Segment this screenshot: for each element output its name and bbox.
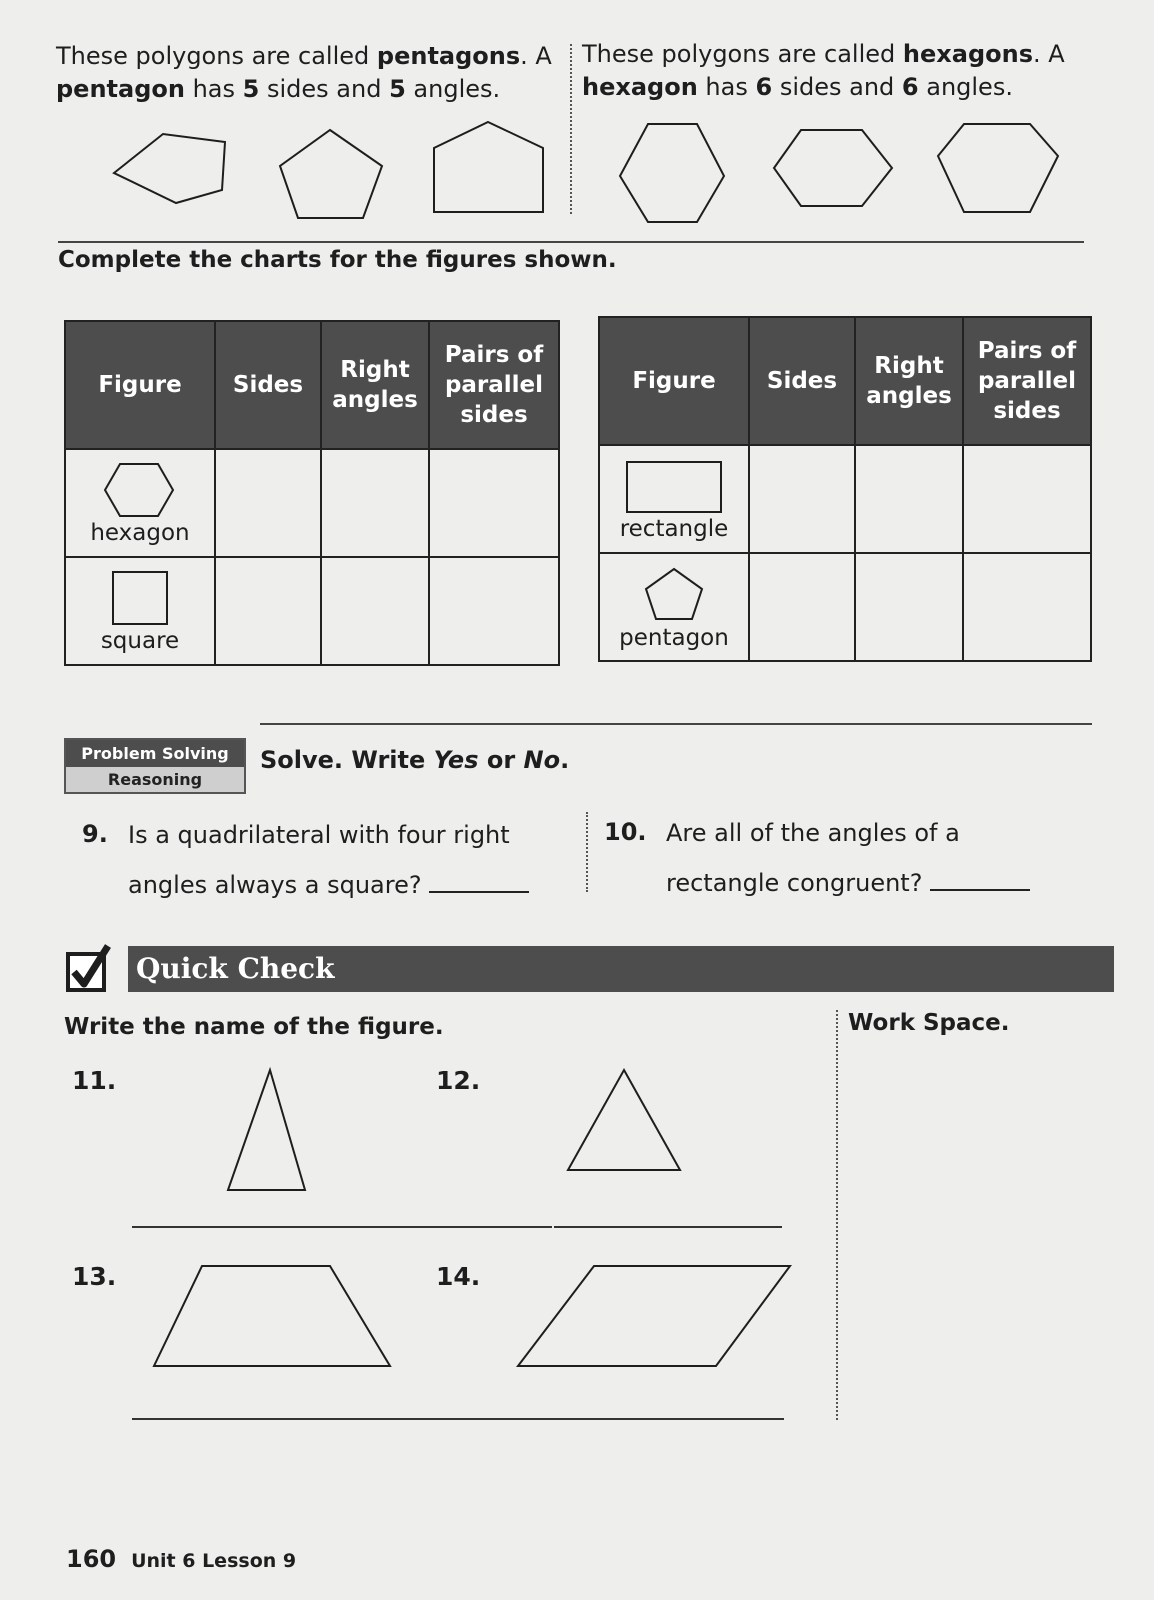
- checkbox-check-icon: [64, 944, 114, 994]
- answer-blank-10[interactable]: [930, 865, 1030, 891]
- work-space-divider: [836, 1010, 838, 1420]
- answer-line-11[interactable]: [132, 1226, 552, 1228]
- header-sides: Sides: [749, 317, 855, 445]
- figure-cell-rectangle: [599, 445, 749, 553]
- answer-cell[interactable]: [963, 445, 1091, 553]
- figure-13-trapezoid: [154, 1266, 390, 1366]
- figure-label: rectangle: [619, 516, 729, 542]
- intro-polygons: [0, 110, 1154, 230]
- hexagon-figure-1: [620, 124, 724, 222]
- item-13-number: 13.: [72, 1262, 117, 1291]
- rectangle-figure: [619, 456, 729, 516]
- pentagon-figure-2: [280, 130, 382, 218]
- answer-line-12[interactable]: [554, 1226, 782, 1228]
- answer-cell[interactable]: [429, 557, 559, 665]
- square-figure: [105, 568, 175, 628]
- hexagon-figure: [100, 460, 180, 520]
- answer-cell[interactable]: [749, 553, 855, 661]
- answer-cell[interactable]: [855, 445, 963, 553]
- figure-label: pentagon: [619, 625, 729, 651]
- pentagon-figure: [639, 563, 709, 625]
- work-space-label: Work Space.: [848, 1010, 1010, 1036]
- chart-right: [598, 316, 1092, 662]
- header-figure: Figure: [599, 317, 749, 445]
- hexagon-intro: These polygons are called hexagons. A hexagon has 6 sides and 6 angles.: [582, 40, 1065, 101]
- section-rule-1: [58, 241, 1084, 243]
- hexagon-figure-3: [938, 124, 1058, 212]
- quick-check-bar: Quick Check: [128, 946, 1114, 992]
- figure-label: hexagon: [90, 520, 190, 546]
- header-right-angles: Right angles: [855, 317, 963, 445]
- item-12-number: 12.: [436, 1066, 481, 1095]
- question-10-number: 10.: [604, 818, 647, 846]
- answer-cell[interactable]: [215, 449, 321, 557]
- answer-cell[interactable]: [749, 445, 855, 553]
- answer-line-14[interactable]: [512, 1418, 784, 1420]
- figure-cell-square: [65, 557, 215, 665]
- pentagon-figure-1: [114, 134, 225, 203]
- header-right-angles: Right angles: [321, 321, 429, 449]
- answer-cell[interactable]: [855, 553, 963, 661]
- header-sides: Sides: [215, 321, 321, 449]
- hexagon-figure-2: [774, 130, 892, 206]
- answer-cell[interactable]: [321, 449, 429, 557]
- answer-line-13[interactable]: [132, 1418, 512, 1420]
- answer-cell[interactable]: [429, 449, 559, 557]
- figure-label: square: [100, 628, 180, 654]
- pentagon-intro: These polygons are called pentagons. A pentagon has 5 sides and 5 angles.: [56, 42, 552, 103]
- item-11-number: 11.: [72, 1066, 117, 1095]
- question-divider: [586, 812, 588, 892]
- quick-check-figures: [0, 1060, 830, 1380]
- item-14-number: 14.: [436, 1262, 481, 1291]
- question-9-number: 9.: [82, 820, 108, 848]
- header-parallel-sides: Pairs of parallel sides: [429, 321, 559, 449]
- pentagon-figure-3: [434, 122, 543, 212]
- header-figure: Figure: [65, 321, 215, 449]
- problem-solving-badge: Problem Solving Reasoning: [64, 738, 246, 794]
- answer-cell[interactable]: [321, 557, 429, 665]
- problem-solving-instruction: Solve. Write Yes or No.: [260, 746, 570, 774]
- answer-cell[interactable]: [963, 553, 1091, 661]
- header-parallel-sides: Pairs of parallel sides: [963, 317, 1091, 445]
- answer-blank-9[interactable]: [429, 867, 529, 893]
- figure-cell-pentagon: [599, 553, 749, 661]
- section-rule-2: [260, 723, 1092, 725]
- figure-cell-hexagon: [65, 449, 215, 557]
- quick-check-instruction: Write the name of the figure.: [64, 1014, 444, 1040]
- chart-left: [64, 320, 560, 666]
- page-footer: [66, 1545, 296, 1573]
- answer-cell[interactable]: [215, 557, 321, 665]
- lesson-label: Unit 6 Lesson 9: [131, 1550, 297, 1572]
- charts-instruction: Complete the charts for the figures shown.: [58, 247, 617, 273]
- page-number: 160: [66, 1545, 117, 1573]
- question-9: Is a quadrilateral with four right angles always a square?: [128, 810, 568, 910]
- question-10: Are all of the angles of a rectangle congruent?: [666, 808, 1106, 908]
- figure-14-parallelogram: [518, 1266, 790, 1366]
- figure-12-triangle: [568, 1070, 680, 1170]
- figure-11-isosceles-triangle: [228, 1070, 305, 1190]
